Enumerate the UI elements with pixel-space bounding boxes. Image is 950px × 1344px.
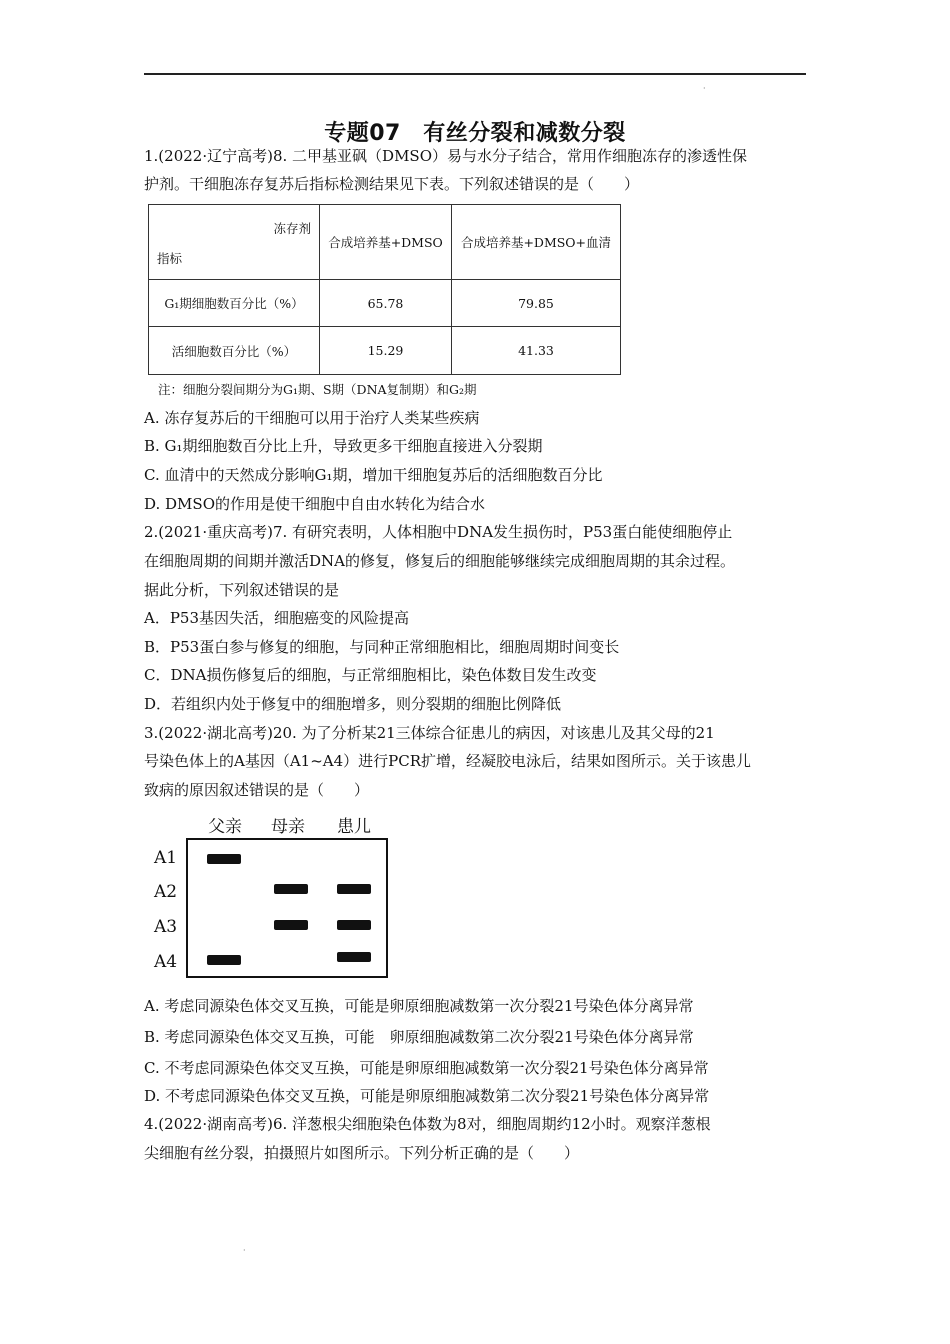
row-header: G₁期细胞数百分比（%） <box>149 280 320 327</box>
row-header: 活细胞数百分比（%） <box>149 327 320 375</box>
table-note: 注：细胞分裂间期分为G₁期、S期（DNA复制期）和G₂期 <box>158 382 477 397</box>
gel-column-father: 父亲 <box>208 817 242 837</box>
band-child-a3 <box>337 920 371 930</box>
q2-stem-line2: 在细胞周期的间期并激活DNA的修复，修复后的细胞能够继续完成细胞周期的其余过程。 <box>144 552 735 570</box>
q1-data-table <box>148 204 621 375</box>
header-rule <box>144 73 806 75</box>
q1-option-d: D. DMSO的作用是使干细胞中自由水转化为结合水 <box>144 495 485 513</box>
decorative-dot: · <box>243 1246 246 1255</box>
table-corner-cell <box>149 205 320 280</box>
q4-stem-line2: 尖细胞有丝分裂，拍摄照片如图所示。下列分析正确的是（ ） <box>144 1144 580 1162</box>
q2-option-d: D．若组织内处于修复中的细胞增多，则分裂期的细胞比例降低 <box>144 695 562 713</box>
q2-stem-line1: 2.(2021·重庆高考)7. 有研究表明，人体相胞中DNA发生损伤时，P53蛋白能使细胞停止 <box>144 523 733 541</box>
q2-option-a: A．P53基因失活，细胞癌变的风险提高 <box>144 609 410 627</box>
q1-option-b: B. G₁期细胞数百分比上升，导致更多干细胞直接进入分裂期 <box>144 437 543 455</box>
band-father-a4 <box>207 955 241 965</box>
page-title: 专题07 有丝分裂和减数分裂 <box>324 121 626 146</box>
band-mother-a2 <box>274 884 308 894</box>
band-father-a1 <box>207 854 241 864</box>
decorative-dot: · <box>703 84 706 93</box>
q1-stem-line2: 护剂。干细胞冻存复苏后指标检测结果见下表。下列叙述错误的是（ ） <box>144 175 640 193</box>
table-cell: 65.78 <box>320 280 452 327</box>
q3-stem-line2: 号染色体上的A基因（A1~A4）进行PCR扩增，经凝胶电泳后，结果如图所示。关于该患儿 <box>144 752 752 770</box>
q2-option-b: B．P53蛋白参与修复的细胞，与同种正常细胞相比，细胞周期时间变长 <box>144 638 620 656</box>
column-header: 合成培养基+DMSO <box>320 205 452 280</box>
q2-option-c: C．DNA损伤修复后的细胞，与正常细胞相比，染色体数目发生改变 <box>144 666 597 684</box>
q3-option-c: C. 不考虑同源染色体交叉互换，可能是卵原细胞减数第一次分裂21号染色体分离异常 <box>144 1059 709 1077</box>
band-child-a4 <box>337 952 371 962</box>
corner-header-bottom: 指标 <box>157 251 183 266</box>
band-child-a2 <box>337 884 371 894</box>
q1-stem-line1: 1.(2022·辽宁高考)8. 二甲基亚砜（DMSO）易与水分子结合，常用作细胞冻存的渗透性保 <box>144 147 747 165</box>
q3-stem-line1: 3.(2022·湖北高考)20. 为了分析某21三体综合征患儿的病因，对该患儿及其父母的21 <box>144 724 715 742</box>
q3-option-a: A. 考虑同源染色体交叉互换，可能是卵原细胞减数第一次分裂21号染色体分离异常 <box>144 997 694 1015</box>
q4-stem-line1: 4.(2022·湖南高考)6. 洋葱根尖细胞染色体数为8对，细胞周期约12小时。观察洋葱根 <box>144 1115 711 1133</box>
gel-electrophoresis-figure <box>150 812 400 982</box>
band-mother-a3 <box>274 920 308 930</box>
q2-stem-line3: 据此分析，下列叙述错误的是 <box>144 581 340 599</box>
q3-option-b: B. 考虑同源染色体交叉互换，可能 卵原细胞减数第二次分裂21号染色体分离异常 <box>144 1028 694 1046</box>
gel-row-a1: A1 <box>154 848 178 868</box>
table-cell: 15.29 <box>320 327 452 375</box>
gel-column-mother: 母亲 <box>271 817 305 837</box>
gel-column-child: 患儿 <box>337 817 371 837</box>
column-header: 合成培养基+DMSO+血清 <box>452 205 621 280</box>
q1-option-a: A. 冻存复苏后的干细胞可以用于治疗人类某些疾病 <box>144 409 480 427</box>
table-cell: 41.33 <box>452 327 621 375</box>
corner-header-top: 冻存剂 <box>273 221 311 236</box>
q3-option-d: D. 不考虑同源染色体交叉互换，可能是卵原细胞减数第二次分裂21号染色体分离异常 <box>144 1087 710 1105</box>
q1-option-c: C. 血清中的天然成分影响G₁期，增加干细胞复苏后的活细胞数百分比 <box>144 466 603 484</box>
table-cell: 79.85 <box>452 280 621 327</box>
gel-row-a2: A2 <box>154 882 178 902</box>
gel-row-a4: A4 <box>154 952 178 972</box>
gel-row-a3: A3 <box>154 917 178 937</box>
q3-stem-line3: 致病的原因叙述错误的是（ ） <box>144 781 370 799</box>
